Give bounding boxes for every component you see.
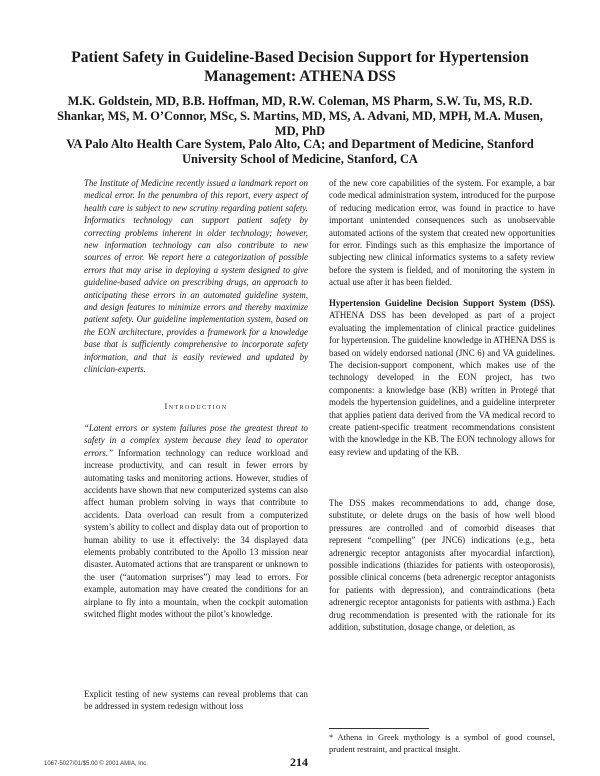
footnote-text: Athena in Greek mythology is a symbol of good counsel, prudent restraint, and practical insight. [329,732,555,754]
continued-paragraph [329,177,555,289]
abstract-text: The Institute of Medicine recently issued a landmark report on medical error. In the penumbra of this report, every aspect of health care is subject to new scrutiny regarding patient safety. Informatics technology can support patient safety by correcting problems inherent in older technology; however, new information technology can also contribute to new sources of error. We report here a categorization of possible errors that may arise in deploying a system designed to give guideline-based advice on prescribing drugs, an approach to anticipating these errors in an automated guideline system, and design features to minimize errors and thereby maximize patient safety. Our guideline implementation system, based on the EON architecture, provides a framework for a knowledge base that is sufficiently comprehensive to incorporate safety information, and that is easily reviewed and updated by clinician-experts. [84,178,308,375]
intro-text: Information technology can reduce workload and increase productivity, and can result in fewer errors by automating tasks and monitoring actions. However, studies of accidents have shown that new computerized systems can also affect human problem solving in ways that contribute to accidents. Data overload can result from a computerized system’s ability to collect and display data out of proportion to human ability to use it effectively: the 34 displayed data elements probably contributed to the Apollo 13 mission near disaster. Automated actions that are transparent or unknown to the user (“automation surprises”) may lead to errors. For example, automation may have created the conditions for an airplane to fly into a mountain, when the cockpit automation switched flight modes without the pilot’s knowledge. [84,447,308,620]
section-heading-introduction [84,401,308,413]
paper-title: Patient Safety in Guideline-Based Decision Support for Hypertension Management: ATHENA DSS [71,49,529,85]
hypertension-dss-text: ATHENA DSS has been developed as part of a project evaluating the implementation of clinical practice guidelines for hypertension. The guideline knowledge in ATHENA DSS is based on widely endorsed national (JNC 6) and VA guidelines. The decision-support component, which makes use of the technology developed in the EON project, has two components: a knowledge base (KB) written in Protegé that models the hypertension guidelines, and a guideline interpreter that applies patient data derived from the VA medical record to create patient-specific treatment recommendations consistent with the knowledge in the KB. The EON technology allows for easy review and updating of the KB. [329,310,555,457]
affiliation: VA Palo Alto Health Care System, Palo Alto, CA; and Department of Medicine, Stanford University School of Medicine, Stanford, CA [66,137,534,166]
copyright-line: 1067-5027/01/$5.00 © 2001 AMIA, Inc. [44,761,148,767]
footnote-divider [329,728,429,729]
dss-recommendations-text: The DSS makes recommendations to add, change dose, substitute, or delete drugs on the basis of how well blood pressures are controlled and of comorbid diseases that represent “compelling” (per JNC6) indications (e.g., beta adrenergic receptor antagonists after myocardial infarction), possible indications (thiazides for patients with osteoporosis), possible clinical concerns (beta adrenergic receptor antagonists for patients with depression), and contraindications (beta adrenergic receptor antagonists for patients with asthma.) Each drug recommendation is presented with the rationale for its addition, substitution, dosage change, or deletion, as [329,498,555,633]
explicit-testing-paragraph [84,688,308,713]
dss-recommendations-paragraph [329,497,555,633]
hypertension-dss-section [329,297,555,458]
author-list: M.K. Goldstein, MD, B.B. Hoffman, MD, R.W. Coleman, MS Pharm, S.W. Tu, MS, R.D. Shankar, MS, M. O’Connor, MSc, S. Martins, MD, MS, A. Advani, MD, MPH, M.A. Musen, MD, PhD [57,94,543,138]
introduction-body [84,422,308,621]
hypertension-dss-heading: Hypertension Guideline Decision Support System (DSS). [329,298,555,308]
abstract [84,177,308,376]
explicit-testing-text: Explicit testing of new systems can reveal problems that can be addressed in system redesign without loss [84,689,308,712]
intro-quote: “Latent errors or system failures pose the greatest threat to safety in a complex system because they lead to operator errors.” [84,423,308,458]
footnote-marker: * [329,732,334,742]
continued-paragraph-text: of the new core capabilities of the system. For example, a bar code medical administration system, introduced for the purpose of reducing medication error, was found in practice to have important unintended consequences such as unobservable automated actions of the system that created new opportunities for error. Findings such as this emphasize the importance of subjecting new clinical informatics systems to a safety review before the system is fielded, and of monitoring the system in actual use after it has been fielded. [329,178,555,288]
footnote [329,732,555,755]
page-number: 214 [290,755,308,769]
introduction-heading: Introduction [164,402,228,411]
